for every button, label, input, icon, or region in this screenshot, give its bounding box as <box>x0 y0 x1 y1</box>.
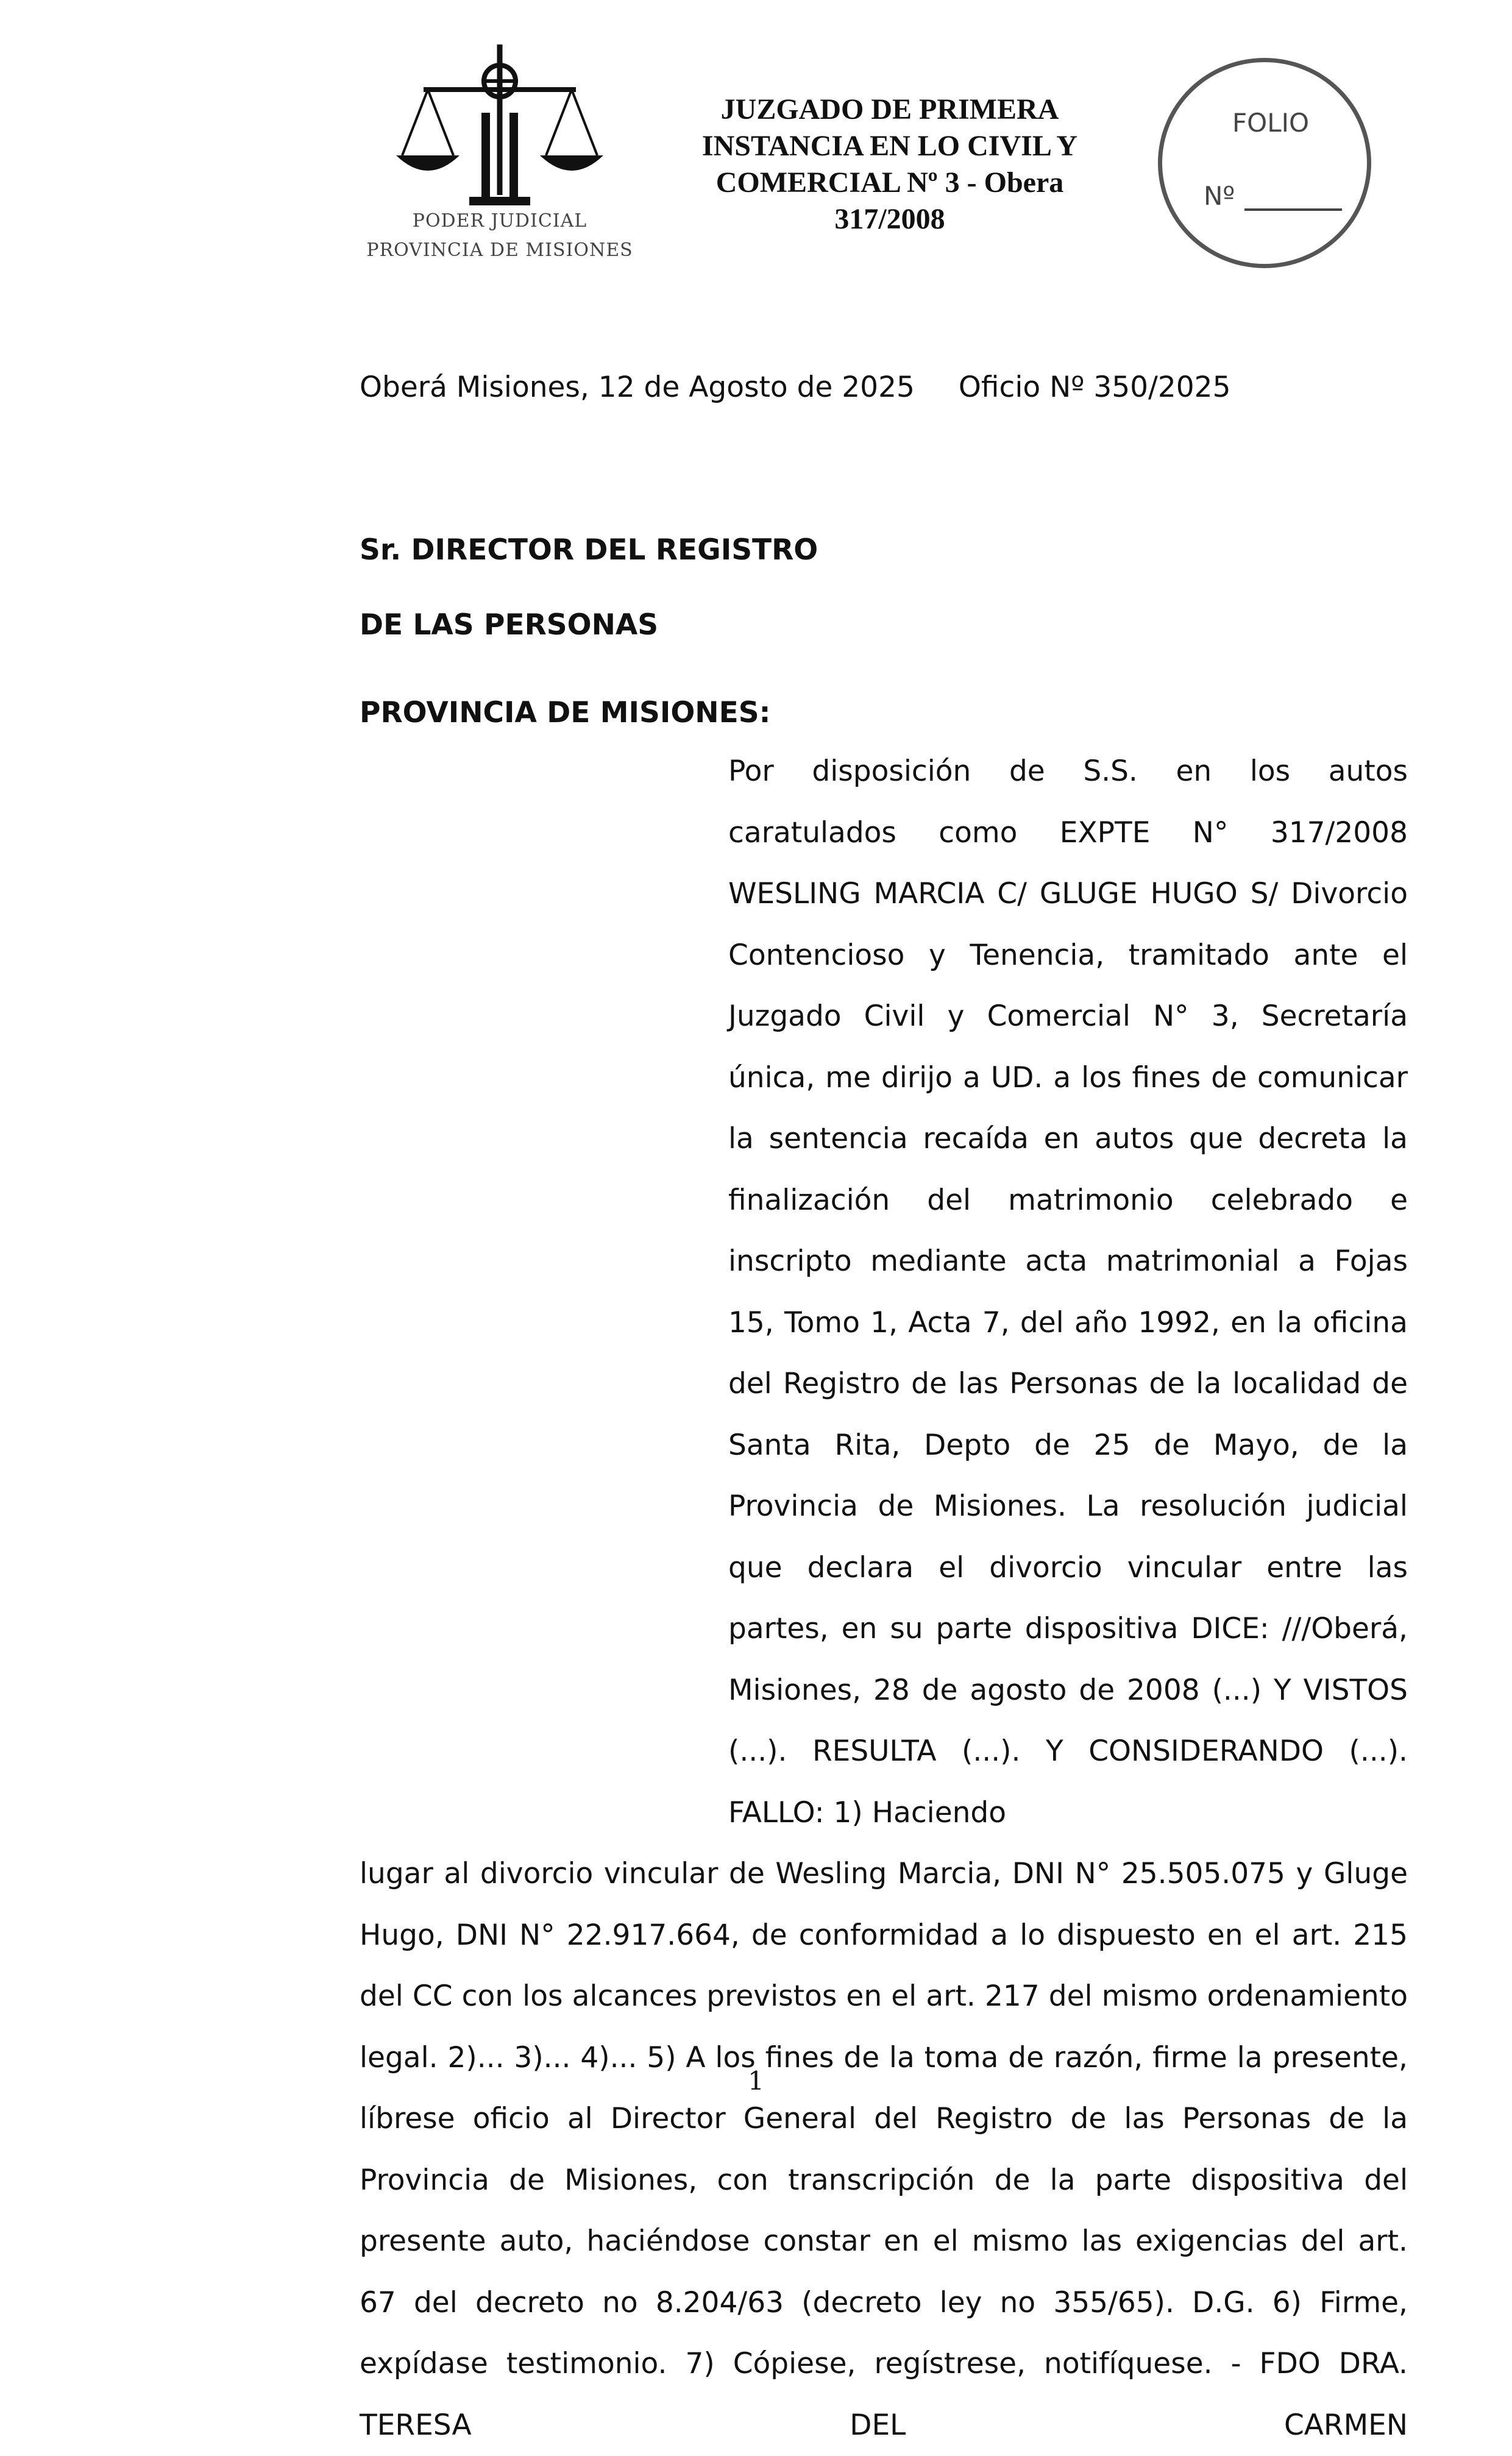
court-name-line: INSTANCIA EN LO CIVIL Y <box>701 130 1078 162</box>
folio-stamp <box>1158 58 1371 268</box>
body-paragraph-2: lugar al divorcio vincular de Wesling Marcia, DNI N° 25.505.075 y Gluge Hugo, DNI N° 22.917.664, de conformidad a lo dispuesto en el art. 215 del CC con los alcances previstos en el art. 217 del mismo ordenamiento legal. 2)... 3)... 4)... 5) A los fines de la toma de razón, firme la presente, líbrese oficio al Director General del Registro de las Personas de la Provincia de Misiones, con transcripción de la parte dispositiva del presente auto, haciéndose constar en el mismo las exigencias del art. 67 del decreto no 8.204/63 (decreto ley no 355/65). D.G. 6) Firme, expídase testimonio. 7) Cópiese, regístrese, notifíquese. - FDO DRA. TERESA DEL CARMEN <box>360 1857 1408 2442</box>
court-name <box>658 91 1121 238</box>
dateline <box>360 371 1230 404</box>
addressee-line2: DE LAS PERSONAS <box>360 608 659 642</box>
court-name-line: JUZGADO DE PRIMERA <box>720 93 1059 126</box>
page-number: 1 <box>748 2066 764 2096</box>
oficio-number: Oficio Nº 350/2025 <box>958 371 1231 404</box>
folio-number-label: Nº <box>1204 181 1235 211</box>
court-name-line: COMERCIAL Nº 3 - Obera <box>715 166 1064 199</box>
folio-number-blank <box>1244 208 1342 211</box>
body-text <box>360 741 1408 2456</box>
scales-of-justice-icon <box>390 34 609 210</box>
place-date: Oberá Misiones, 12 de Agosto de 2025 <box>360 371 915 404</box>
addressee-line3: PROVINCIA DE MISIONES: <box>360 696 771 729</box>
court-name-line: 317/2008 <box>834 203 945 235</box>
body-paragraph-1: Por disposición de S.S. en los autos caratulados como EXPTE N° 317/2008 WESLING MARCIA C/ GLUGE HUGO S/ Divorcio Contencioso y Tenencia, tramitado ante el Juzgado Civil y Comercial N° 3, Secretaría única, me dirijo a UD. a los fines de comunicar la sentencia recaída en autos que decreta la finalización del matrimonio celebrado e inscripto mediante acta matrimonial a Fojas 15, Tomo 1, Acta 7, del año 1992, en la oficina del Registro de las Personas de la localidad de Santa Rita, Depto de 25 de Mayo, de la Provincia de Misiones. La resolución judicial que declara el divorcio vincular entre las partes, en su parte dispositiva DICE: ///Oberá, Misiones, 28 de agosto de 2008 (...) Y VISTOS (...). RESULTA (...). Y CONSIDERANDO (...). FALLO: 1) Haciendo <box>728 754 1408 1830</box>
addressee-line1: Sr. DIRECTOR DEL REGISTRO <box>360 533 818 567</box>
logo-text-line1: PODER JUDICIAL <box>412 210 587 232</box>
court-logo <box>366 34 634 277</box>
logo-text-line2: PROVINCIA DE MISIONES <box>366 240 633 261</box>
folio-label: FOLIO <box>1232 108 1310 138</box>
